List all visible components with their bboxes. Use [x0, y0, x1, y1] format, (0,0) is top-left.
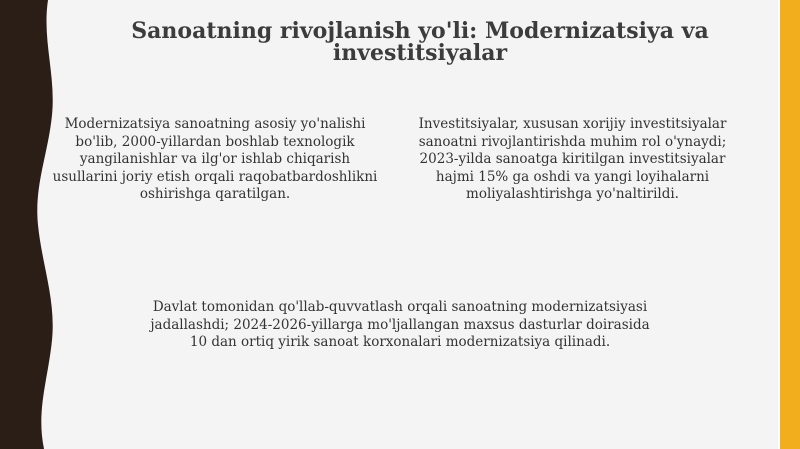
slide-title: Sanoatning rivojlanish yo'li: Modernizatsiya va investitsiyalar [131, 18, 709, 66]
investment-paragraph: Investitsiyalar, xususan xorijiy investitsiyalar sanoatni rivojlantirishda muhim rol o'ynaydi; 2023-yilda sanoatga kiritilgan investitsiyalar hajmi 15% ga oshdi va yangi loyihalarni moliyalashtirishga yo'naltirildi. [418, 116, 727, 202]
modernization-paragraph: Modernizatsiya sanoatning asosiy yo'nalishi bo'lib, 2000-yillardan boshlab texnologik yangilanishlar va ilg'or ishlab chiqarish usullarini joriy etish orqali raqobatbardoshlikni oshirishga qaratilgan. [52, 116, 378, 202]
left-wave-decoration [0, 0, 70, 449]
accent-bar [780, 0, 800, 449]
state-support-paragraph: Davlat tomonidan qo'llab-quvvatlash orqali sanoatning modernizatsiyasi jadallashdi; 2024-2026-yillarga mo'ljallangan maxsus dasturlar doirasida 10 dan ortiq yirik sanoat korxonalari modernizatsiya qilinadi. [150, 299, 650, 350]
